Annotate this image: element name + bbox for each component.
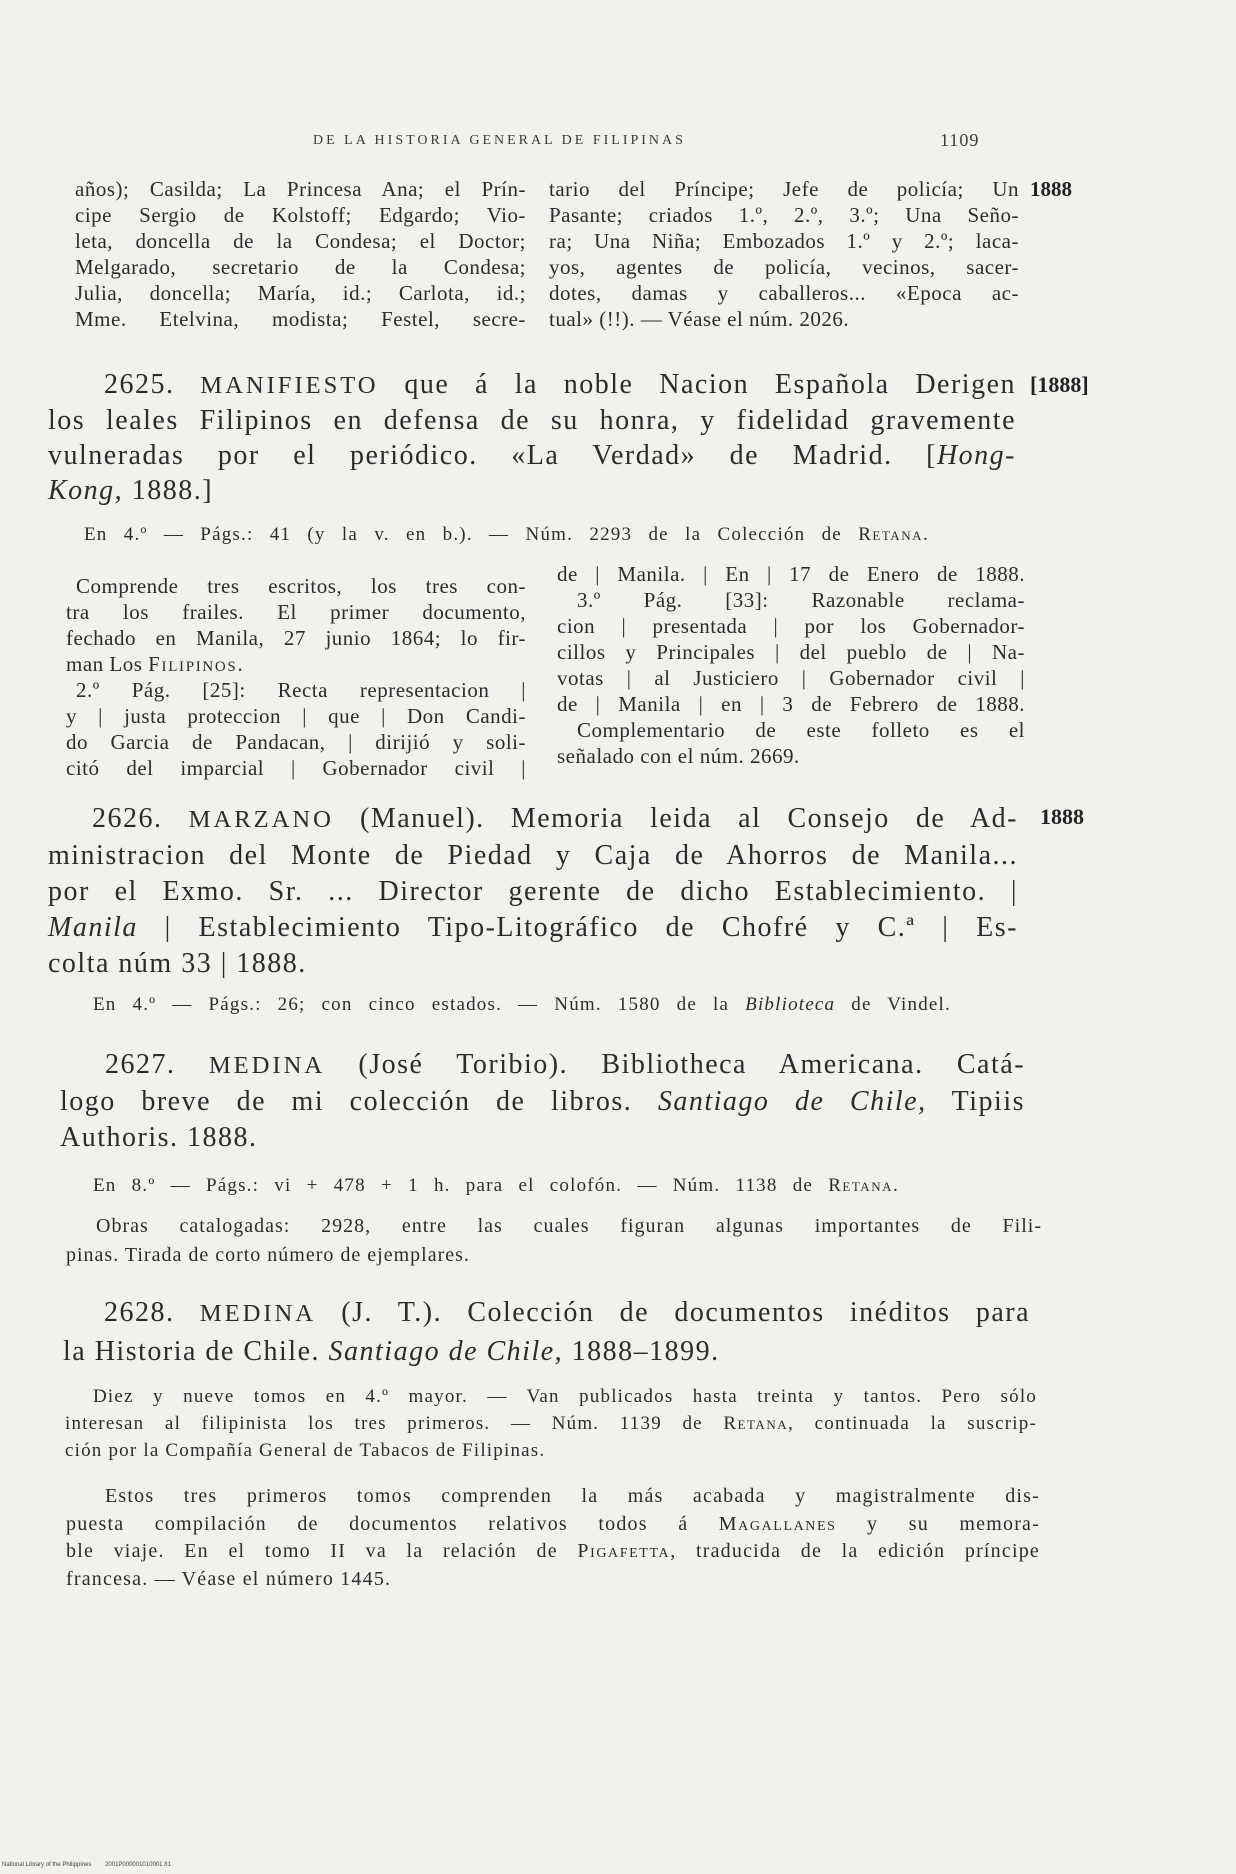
- entry-title-line: los leales Filipinos en defensa de su honra, y fidelidad gravemente: [48, 405, 1016, 436]
- cast-list-line: ra; Una Niña; Embozados 1.º y 2.º; laca-: [549, 229, 1019, 253]
- note-line: francesa. — Véase el número 1445.: [66, 1567, 392, 1590]
- collation-note: [93, 992, 951, 1018]
- note-line: cillos y Principales | del pueblo de | Na-: [557, 640, 1025, 664]
- text-run: de Vindel.: [835, 994, 951, 1015]
- italic-text: Santiago de Chile,: [657, 1086, 927, 1117]
- italic-text: Kong,: [48, 475, 124, 506]
- small-caps-name: Pigafetta: [577, 1540, 671, 1562]
- cast-list-line: Mme. Etelvina, modista; Festel, secre-: [75, 307, 526, 331]
- entry-title: [63, 1294, 1030, 1371]
- notes-right-column: [557, 561, 1025, 769]
- cast-list-line: Pasante; criados 1.º, 2.º, 3.º; Una Seño-: [549, 203, 1019, 227]
- note-line: de | Manila | en | 3 de Febrero de 1888.: [557, 692, 1025, 716]
- note-line: 2.º Pág. [25]: Recta representacion |: [76, 678, 526, 702]
- text-run: la Historia de Chile.: [63, 1336, 329, 1367]
- small-caps-name: Filipinos: [148, 652, 238, 676]
- collation-note: [65, 1383, 1037, 1464]
- italic-text: Santiago de Chile,: [328, 1336, 564, 1367]
- note-line: citó del imparcial | Gobernador civil |: [66, 756, 526, 780]
- entry-title-line: [63, 1294, 1030, 1333]
- text-run: En 8.º — Págs.: vi + 478 + 1 h. para el colofón. — Núm. 1138 de: [93, 1175, 829, 1196]
- text-run: 2626.: [92, 803, 189, 834]
- margin-year: 1888: [1040, 804, 1084, 829]
- text-run: .: [237, 652, 244, 676]
- small-caps-name: Retana: [858, 524, 924, 545]
- text-run: (J. T.). Colección de documentos inéditos para: [316, 1297, 1030, 1328]
- text-run: logo breve de mi colección de libros.: [60, 1086, 658, 1117]
- entry-title-line: [63, 1333, 1030, 1371]
- note-line: 3.º Pág. [33]: Razonable reclama-: [577, 588, 1025, 612]
- text-run: vulneradas por el periódico. «La Verdad» de Madrid. [: [48, 440, 937, 471]
- italic-text: Hong-: [936, 440, 1016, 471]
- text-run: En 4.º — Págs.: 41 (y la v. en b.). — Núm. 2293 de la Colección de: [84, 524, 859, 545]
- entry-headword: MEDINA: [199, 1300, 316, 1327]
- text-run: 2628.: [104, 1297, 200, 1328]
- note-line: Estos tres primeros tomos comprenden la más acabada y magistralmente dis-: [105, 1485, 1040, 1507]
- entry-title-line: por el Exmo. Sr. ... Director gerente de dicho Establecimiento. |: [48, 876, 1018, 907]
- cast-list-line: leta, doncella de la Condesa; el Doctor;: [75, 229, 526, 253]
- text-run: | Establecimiento Tipo-Litográfico de Chofré y C.ª | Es-: [137, 912, 1018, 943]
- text-run: 2627.: [105, 1049, 209, 1080]
- text-run: interesan al filipinista los tres primeros. — Núm. 1139 de: [65, 1413, 724, 1434]
- text-run: 1888–1899.: [563, 1336, 720, 1367]
- cast-list-line: tario del Príncipe; Jefe de policía; Un: [549, 177, 1019, 201]
- text-run: (José Toribio). Bibliotheca Americana. Catá-: [325, 1049, 1026, 1080]
- entry-note: [66, 1483, 1040, 1593]
- cast-list-left-column: [75, 176, 526, 332]
- note-line: Obras catalogadas: 2928, entre las cuales figuran algunas importantes de Fili-: [96, 1215, 1042, 1237]
- collation-line: [65, 1410, 1037, 1437]
- cast-list-line: tual» (!!). — Véase el núm. 2026.: [549, 307, 850, 331]
- italic-text: Manila: [48, 912, 138, 943]
- note-line: Comprende tres escritos, los tres con-: [76, 574, 526, 598]
- cast-list-line: yos, agentes de policía, vecinos, sacer-: [549, 255, 1019, 279]
- entry-headword: MARZANO: [188, 806, 334, 833]
- entry-title-line: [48, 367, 1016, 403]
- entry-title-line: [48, 801, 1018, 838]
- entry-note: [66, 1212, 1042, 1270]
- note-line: cion | presentada | por los Gobernador-: [557, 614, 1025, 638]
- scan-footer: [2, 1861, 171, 1869]
- small-caps-name: Retana: [828, 1175, 894, 1196]
- entry-title-line: [48, 910, 1018, 946]
- entry-title-line: [48, 438, 1016, 473]
- entry-title-line: [48, 473, 1016, 508]
- text-run: En 4.º — Págs.: 26; con cinco estados. — Núm. 1580 de la: [93, 994, 746, 1015]
- note-line: de | Manila. | En | 17 de Enero de 1888.: [557, 562, 1025, 586]
- text-run: ble viaje. En el tomo II va la relación de: [66, 1540, 578, 1562]
- notes-left-column: [66, 573, 526, 781]
- note-line: [66, 1511, 1040, 1539]
- collation-note: [93, 1173, 899, 1199]
- text-run: puesta compilación de documentos relativos todos á: [66, 1512, 719, 1535]
- collation-line: [93, 992, 951, 1018]
- note-line: Complementario de este folleto es el: [577, 718, 1025, 742]
- margin-year: [1888]: [1030, 372, 1089, 397]
- page-number: 1109: [940, 130, 980, 150]
- text-run: Tipiis: [926, 1086, 1025, 1117]
- note-line: do Garcia de Pandacan, | dirijió y soli-: [66, 730, 526, 754]
- small-caps-name: Magallanes: [718, 1512, 837, 1535]
- entry-title: [60, 1047, 1025, 1156]
- entry-headword: MANIFIESTO: [200, 372, 379, 399]
- margin-year: 1888: [1030, 177, 1072, 201]
- cast-list-line: Julia, doncella; María, id.; Carlota, id.;: [75, 281, 526, 305]
- cast-list-line: cipe Sergio de Kolstoff; Edgardo; Vio-: [75, 203, 526, 227]
- note-line: votas | al Justiciero | Gobernador civil |: [557, 666, 1025, 690]
- entry-title-line: [60, 1047, 1025, 1084]
- entry-title-line: colta núm 33 | 1888.: [48, 948, 307, 979]
- small-caps-name: Retana: [723, 1413, 789, 1434]
- text-run: 1888.]: [123, 475, 214, 506]
- text-run: que á la noble Nacion Española Derigen: [378, 369, 1016, 400]
- entry-title-line: ministracion del Monte de Piedad y Caja de Ahorros de Manila...: [48, 840, 1018, 871]
- text-run: , traducida de la edición príncipe: [670, 1540, 1040, 1562]
- running-title: DE LA HISTORIA GENERAL DE FILIPINAS: [313, 133, 686, 148]
- note-line: fechado en Manila, 27 junio 1864; lo fir-: [66, 626, 526, 650]
- text-run: 2625.: [104, 369, 201, 400]
- text-run: , continuada la suscrip-: [788, 1413, 1037, 1434]
- collation-line: [84, 522, 929, 548]
- text-run: .: [923, 524, 929, 545]
- note-line: [66, 651, 526, 677]
- entry-title-line: [60, 1084, 1025, 1120]
- text-run: .: [893, 1175, 899, 1196]
- cast-list-right-column: [549, 176, 1019, 332]
- note-line: señalado con el núm. 2669.: [557, 744, 800, 768]
- cast-list-line: años); Casilda; La Princesa Ana; el Prín-: [75, 177, 526, 201]
- note-line: [66, 1538, 1040, 1566]
- collation-line: [93, 1173, 899, 1199]
- cast-list-line: dotes, damas y caballeros... «Epoca ac-: [549, 281, 1019, 305]
- collation-note: [84, 522, 929, 548]
- note-line: tra los frailes. El primer documento,: [66, 600, 526, 624]
- cast-list-line: Melgarado, secretario de la Condesa;: [75, 255, 526, 279]
- note-line: pinas. Tirada de corto número de ejemplares.: [66, 1244, 470, 1266]
- entry-headword: MEDINA: [208, 1052, 326, 1079]
- entry-title: [48, 801, 1018, 982]
- collation-line: ción por la Compañía General de Tabacos de Filipinas.: [65, 1440, 546, 1461]
- entry-title-line: Authoris. 1888.: [60, 1122, 258, 1153]
- italic-text: Biblioteca: [745, 994, 836, 1015]
- entry-title: [48, 367, 1016, 508]
- collation-line: Diez y nueve tomos en 4.º mayor. — Van publicados hasta treinta y tantos. Pero sólo: [93, 1386, 1037, 1407]
- text-run: man Los: [66, 652, 149, 676]
- text-run: (Manuel). Memoria leida al Consejo de Ad-: [333, 803, 1018, 834]
- scan-id: 2001P000001010001 81: [105, 1862, 171, 1868]
- text-run: y su memora-: [836, 1512, 1040, 1535]
- note-line: y | justa proteccion | que | Don Candi-: [66, 704, 526, 728]
- library-name: National Library of the Philippines: [2, 1862, 92, 1868]
